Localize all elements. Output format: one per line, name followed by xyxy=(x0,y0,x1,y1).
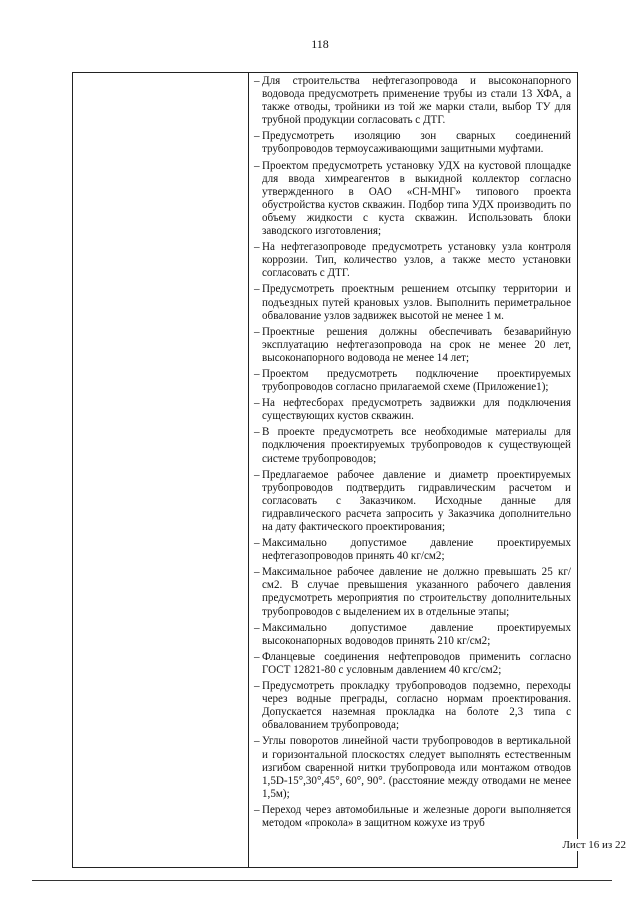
dash-marker: – xyxy=(254,803,260,816)
sheet-counter: Лист 16 из 22 xyxy=(562,839,626,851)
list-item-text: Для строительства нефтегазопровода и высоконапорного водовода предусмотреть применение трубы из стали 13 ХФА, а также отводы, тройники из той же марки стали, выбор ТУ для трубной продукции согласовать с ДТГ. xyxy=(262,75,571,127)
list-item-text: На нефтесборах предусмотреть задвижки для подключения существующих кустов скважин. xyxy=(262,397,571,423)
list-item-text: Максимально допустимое давление проектируемых нефтегазопроводов принять 40 кг/см2; xyxy=(262,537,571,563)
dash-marker: – xyxy=(254,130,260,143)
dash-marker: – xyxy=(254,621,260,634)
list-item xyxy=(254,537,571,563)
list-item-text: Проектом предусмотреть установку УДХ на кустовой площадке для ввода химреагентов в выкидной коллектор согласно утвержденного в ОАО «СН-МНГ» типового проекта обустройства кустов скважин. Подбор типа УДХ производить по объему жидкости с куста скважин. Использовать блоки заводского изготовления; xyxy=(262,159,571,238)
dash-marker: – xyxy=(254,680,260,693)
list-item-text: Фланцевые соединения нефтепроводов применить согласно ГОСТ 12821-80 с условным давлением 40 кгс/см2; xyxy=(262,650,571,676)
dash-marker: – xyxy=(254,566,260,579)
dash-marker: – xyxy=(254,325,260,338)
dash-marker: – xyxy=(254,537,260,550)
list-item xyxy=(254,469,571,534)
bottom-divider xyxy=(32,880,612,881)
list-item xyxy=(254,804,571,830)
list-item-text: На нефтегазопроводе предусмотреть установку узла контроля коррозии. Тип, количество узлов, а также место установки согласовать с ДТГ. xyxy=(262,241,571,280)
list-item-text: Максимальное рабочее давление не должно превышать 25 кг/см2. В случае превышения указанного рабочего давления предусмотреть мероприятия по строительству дополнительных трубопроводов с выделением их в отдельные этапы; xyxy=(262,566,571,618)
list-item-text: Максимально допустимое давление проектируемых высоконапорных водоводов принять 210 кг/см2; xyxy=(262,621,571,647)
list-item xyxy=(254,651,571,677)
list-item-text: Переход через автомобильные и железные дороги выполняется методом «прокола» в защитном кожухе из труб xyxy=(262,803,571,829)
list-item xyxy=(254,75,571,127)
requirements-table xyxy=(72,72,578,868)
dash-marker: – xyxy=(254,735,260,748)
page-number: 118 xyxy=(311,37,329,51)
list-item-text: В проекте предусмотреть все необходимые материалы для подключения проектируемых трубопроводов к существующей системе трубопроводов; xyxy=(262,426,571,465)
list-item xyxy=(254,130,571,156)
dash-marker: – xyxy=(254,650,260,663)
table-left-column xyxy=(73,73,249,867)
list-item xyxy=(254,326,571,365)
list-item-text: Проектные решения должны обеспечивать безаварийную эксплуатацию нефтегазопровода на срок не менее 20 лет, высоконапорного водовода не менее 14 лет; xyxy=(262,325,571,364)
list-item xyxy=(254,160,571,239)
dash-marker: – xyxy=(254,241,260,254)
list-item xyxy=(254,426,571,465)
list-item xyxy=(254,680,571,732)
dash-marker: – xyxy=(254,159,260,172)
table-right-column xyxy=(254,75,571,833)
list-item xyxy=(254,735,571,800)
list-item xyxy=(254,241,571,280)
dash-marker: – xyxy=(254,468,260,481)
list-item xyxy=(254,368,571,394)
dash-marker: – xyxy=(254,75,260,87)
list-item xyxy=(254,622,571,648)
dash-marker: – xyxy=(254,367,260,380)
dash-marker: – xyxy=(254,397,260,410)
dash-marker: – xyxy=(254,426,260,439)
list-item-text: Предусмотреть проектным решением отсыпку территории и подъездных путей крановых узлов. Выполнить периметральное обвалование узлов задвижек высотой не менее 1 м. xyxy=(262,283,571,322)
list-item-text: Предусмотреть изоляцию зон сварных соединений трубопроводов термоусаживающими защитными муфтами. xyxy=(262,130,571,156)
list-item-text: Предлагаемое рабочее давление и диаметр проектируемых трубопроводов подтвердить гидравлическим расчетом и согласовать с Заказчиком. Исходные данные для гидравлического расчета запросить у Заказчика дополнительно на дату фактического проектирования; xyxy=(262,468,571,533)
list-item-text: Углы поворотов линейной части трубопроводов в вертикальной и горизонтальной плоскостях следует выполнять естественным изгибом сваренной нитки трубопровода или монтажом отводов 1,5D-15°,30°,45°, 60°, 90°. (расстояние между отводами не менее 1,5м); xyxy=(262,735,571,800)
dash-marker: – xyxy=(254,283,260,296)
list-item xyxy=(254,397,571,423)
list-item-text: Предусмотреть прокладку трубопроводов подземно, переходы через водные преграды, согласно нормам проектирования. Допускается наземная прокладка на болоте 2,3 типа с обвалованием трубопровода; xyxy=(262,680,571,732)
list-item xyxy=(254,283,571,322)
list-item-text: Проектом предусмотреть подключение проектируемых трубопроводов согласно прилагаемой схеме (Приложение1); xyxy=(262,367,571,394)
list-item xyxy=(254,566,571,618)
